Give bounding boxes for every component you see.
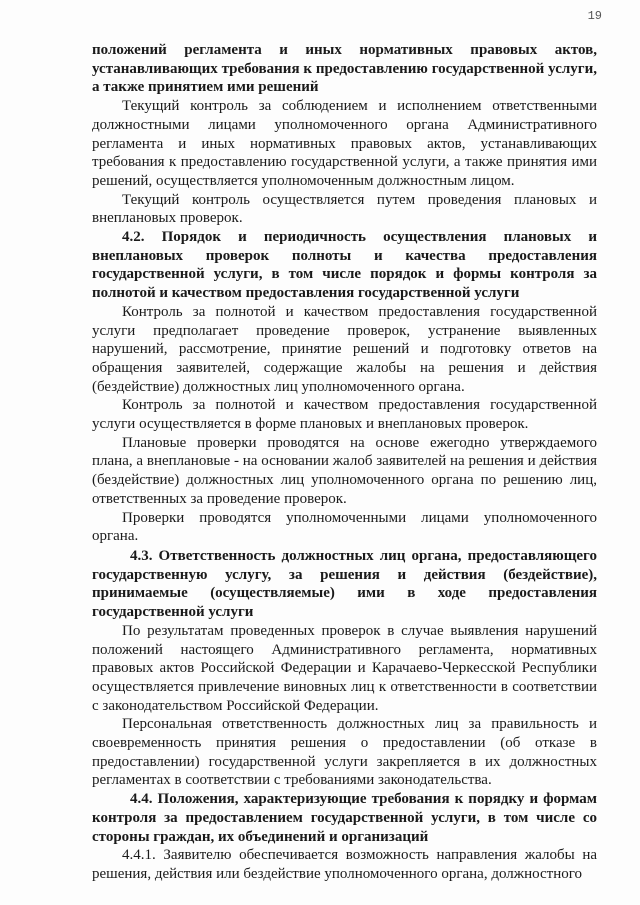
section-heading-4-4: 4.4. Положения, характеризующие требования к порядку и формам контроля за предоставлением государственной услуги, в том числе со стороны граждан, их объединений и организаций: [92, 791, 597, 845]
document-body: [92, 41, 597, 884]
section-heading-4-2: 4.2. Порядок и периодичность осуществления плановых и внеплановых проверок полноты и качества предоставления государственной услуги, в том числе порядок и формы контроля за полнотой и качеством предоставления государственной услуги: [92, 229, 597, 302]
paragraph-violations: По результатам проведенных проверок в случае выявления нарушений положений настоящего Административного регламента, нормативных правовых актов Российской Федерации и Карачаево-Черкесской Республики осуществляется привлечение виновных лиц к ответственности в соответствии с законодательством Российской Федерации.: [92, 622, 597, 714]
paragraph-4-4-1: 4.4.1. Заявителю обеспечивается возможность направления жалобы на решения, действия или бездействие уполномоченного органа, должностного: [92, 847, 597, 882]
paragraph-quality-control: Контроль за полнотой и качеством предоставления государственной услуги предполагает проведение проверок, устранение выявленных нарушений, рассмотрение, принятие решений и подготовку ответов на обращения заявителей, содержащие жалобы на решения и действия (бездействие) должностных лиц уполномоченного органа.: [92, 303, 597, 395]
paragraph-current-control: Текущий контроль за соблюдением и исполнением ответственными должностными лицами уполномоченного органа Административного регламента и иных нормативных правовых актов, устанавливающих требования к предоставлению государственной услуги, а также принятия ими решений, осуществляется уполномоченным должностным лицом.: [92, 98, 597, 189]
paragraph-check-performers: Проверки проводятся уполномоченными лицами уполномоченного органа.: [92, 509, 597, 545]
paragraph-planned-checks: Плановые проверки проводятся на основе ежегодно утверждаемого плана, а внеплановые - на основании жалоб заявителей на решения и действия (бездействие) должностных лиц уполномоченного органа по решению лиц, ответственных за проведение проверок.: [92, 434, 597, 507]
section-heading-4-3: 4.3. Ответственность должностных лиц органа, предоставляющего государственную услугу, за решения и действия (бездействие), принимаемые (осуществляемые) ими в ходе предоставления государственной услуги: [92, 547, 597, 621]
regulation-heading-continued: положений регламента и иных нормативных правовых актов, устанавливающих требования к предоставлению государственной услуги, а также принятием ими решений: [92, 42, 597, 96]
paragraph-control-form: Контроль за полнотой и качеством предоставления государственной услуги осуществляется в форме плановых и внеплановых проверок.: [92, 397, 597, 433]
paragraph-personal-responsibility: Персональная ответственность должностных лиц за правильность и своевременность принятия решения о предоставлении (об отказе в предоставлении) государственной услуги закрепляется в их должностных регламентах в соответствии с требованиями законодательства.: [92, 716, 597, 789]
page-number: 19: [587, 9, 602, 23]
paragraph-control-method: Текущий контроль осуществляется путем проведения плановых и внеплановых проверок.: [92, 191, 597, 227]
